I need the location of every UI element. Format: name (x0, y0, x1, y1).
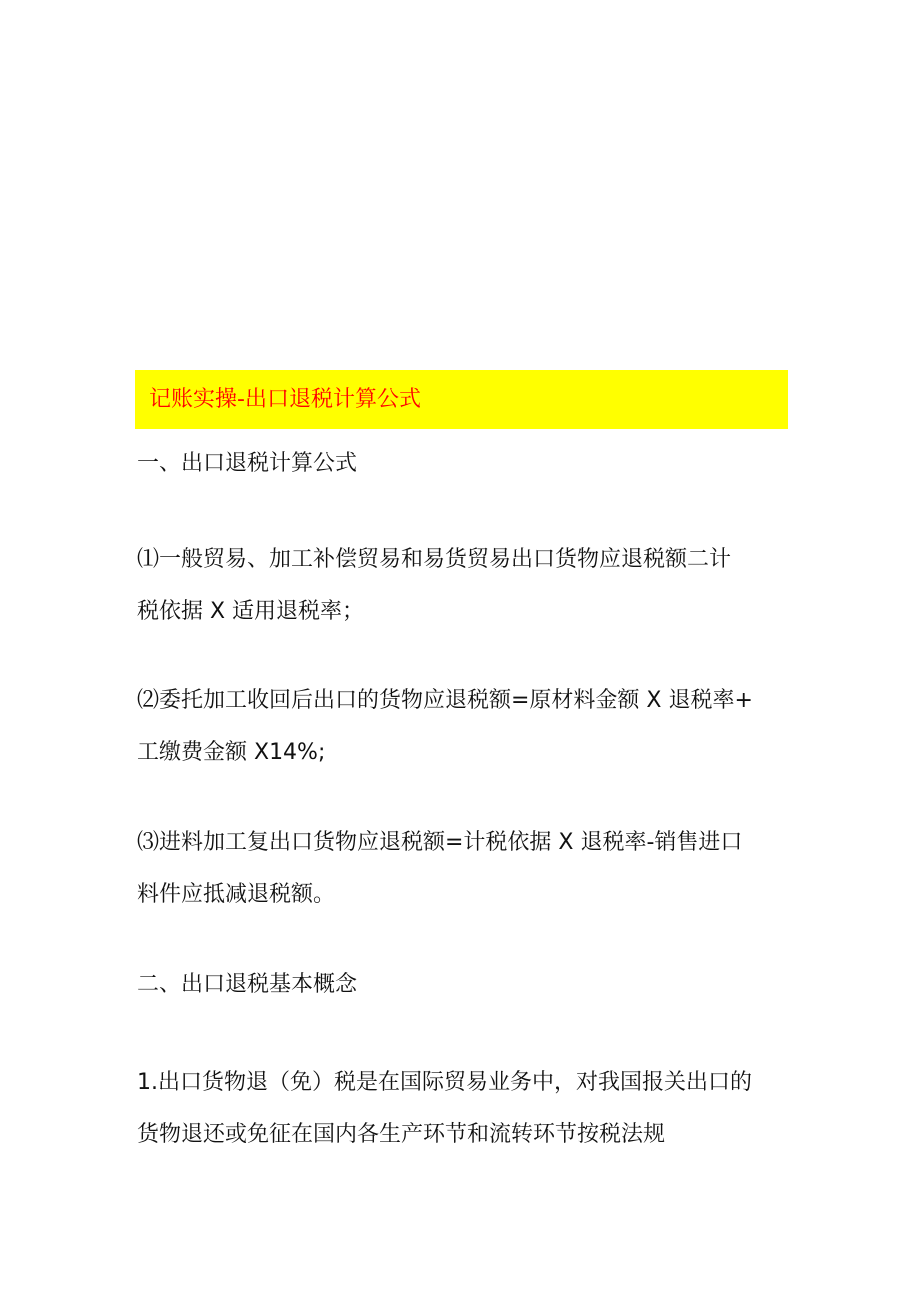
formula-item-1 (137, 534, 731, 638)
item-3-line-1: ⑶进料加工复出口货物应退税额=计税依据 X 退税率-销售进口 (137, 830, 743, 855)
formula-item-2 (137, 675, 753, 779)
item-1-line-2: 税依据 X 适用退税率； (137, 599, 365, 624)
item-3-line-2: 料件应抵减退税额。 (137, 882, 336, 907)
title-banner (135, 370, 788, 429)
concept-item-1 (137, 1057, 752, 1161)
section-heading-1 (137, 438, 357, 490)
formula-item-3 (137, 817, 742, 921)
item-4-line-1: 1.出口货物退（免）税是在国际贸易业务中，对我国报关出口的 (137, 1070, 752, 1095)
heading-text: 二、出口退税基本概念 (137, 972, 358, 997)
item-2-line-1: ⑵委托加工收回后出口的货物应退税额=原材料金额 X 退税率+ (137, 688, 753, 713)
document-title: 记账实操-出口退税计算公式 (149, 387, 421, 412)
section-heading-2 (137, 959, 357, 1011)
item-1-line-1: ⑴一般贸易、加工补偿贸易和易货贸易出口货物应退税额二计 (137, 547, 732, 572)
item-2-line-2: 工缴费金额 X14%; (137, 740, 326, 765)
item-4-line-2: 货物退还或免征在国内各生产环节和流转环节按税法规 (137, 1122, 666, 1147)
heading-text: 一、出口退税计算公式 (137, 451, 358, 476)
